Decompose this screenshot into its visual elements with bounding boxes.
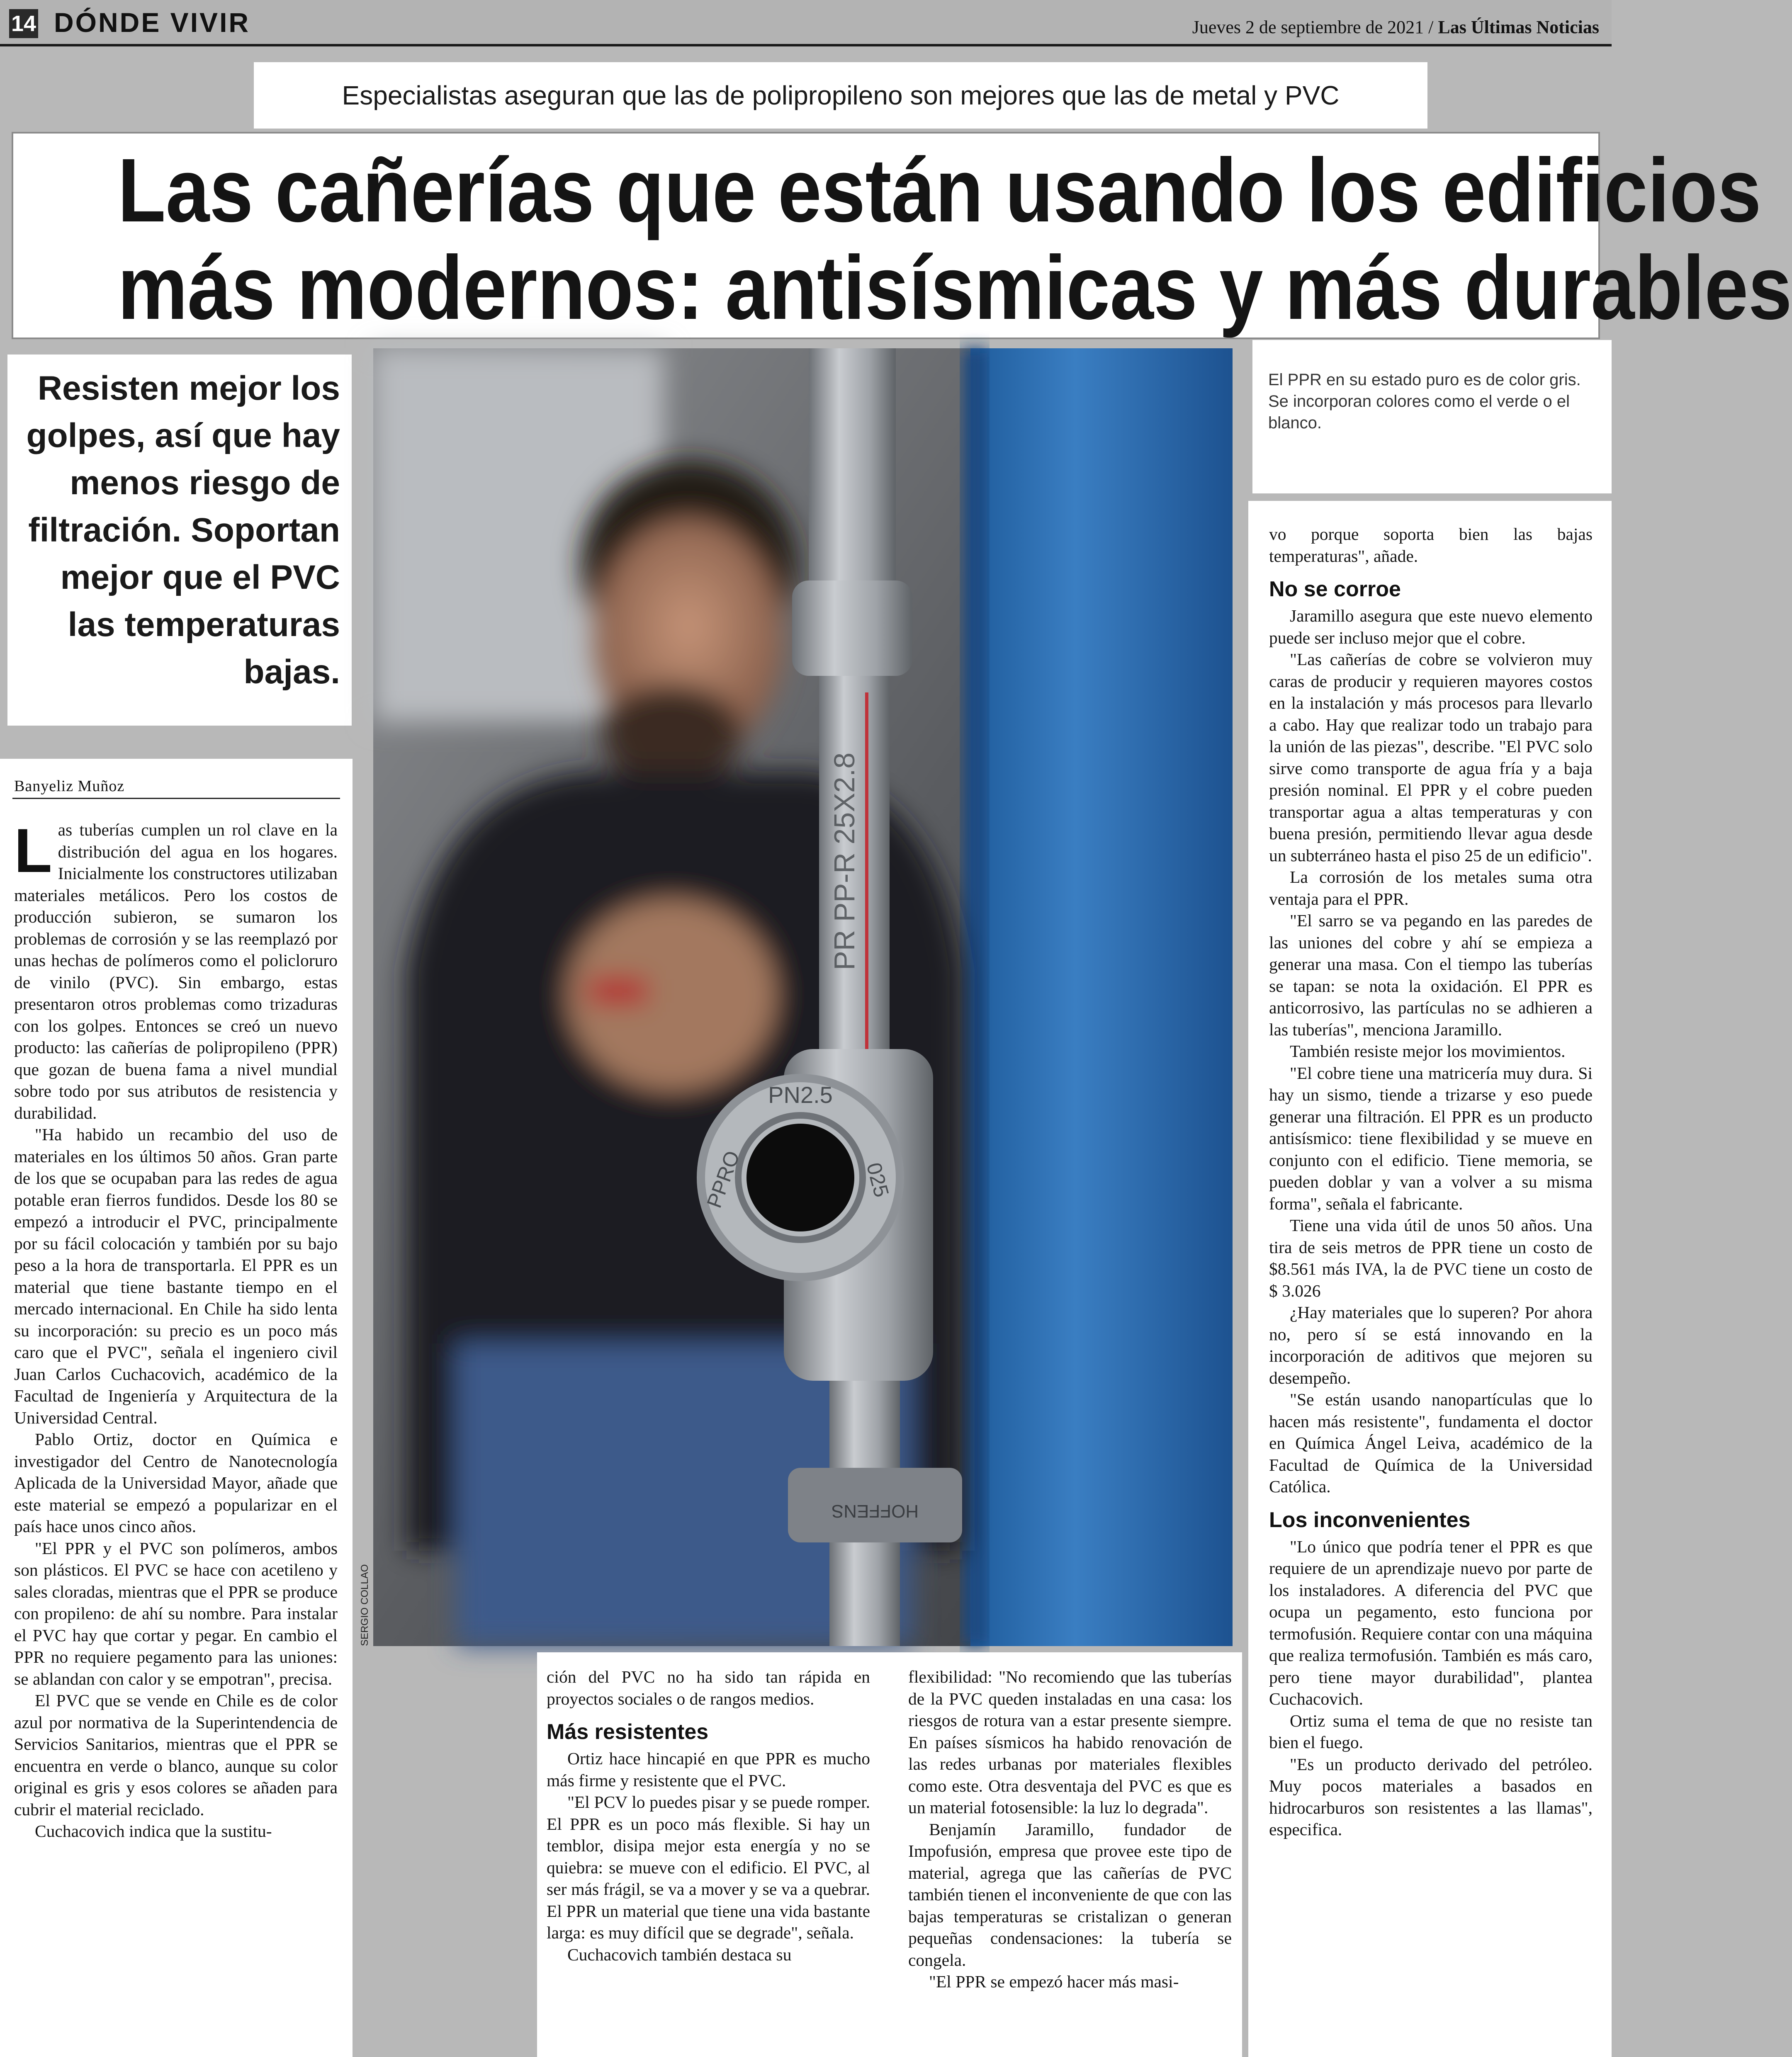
article-column-3 (908, 1666, 1232, 1993)
date-separator: / (1428, 17, 1434, 37)
paragraph: "Las cañerías de cobre se volvieron muy caras de producir y requieren mayores costos en la instalación y más procesos para llevarlo a cabo. Hay que realizar todo un trabajo para la unión de las piezas", describe. "El PVC solo sirve como transporte de agua fría y a baja presión nominal. El PPR y el cobre pueden transportar agua a altas temperaturas y con buena presión, permitiendo llevar agua desde un subterráneo hasta el piso 25 de un edificio". (1269, 650, 1593, 865)
article-column-1 (14, 816, 338, 1842)
paragraph: "El PPR y el PVC son polímeros, ambos son plásticos. El PVC se hace con acetileno y sales cloradas, mientras que el PPR se produce con propileno: de ahí su nombre. Para instalar el PVC hay que cortar y pegar. En cambio el PPR no requiere pegamento para las uniones: se ablandan con calor y se empotran", precisa. (14, 1538, 338, 1688)
paragraph: "El cobre tiene una matricería muy dura. Si hay un sismo, tiende a trizarse y eso puede generar una filtración. El PPR es un producto antisísmico: tiene flexibilidad y se mueve en conjunto con el edificio. Tiene memoria, se pueden doblar y van a volver a su misma forma", señala el fabricante. (1269, 1063, 1593, 1213)
headline-line-1: Las cañerías que están usando los edificios (117, 140, 1761, 241)
paragraph: ción del PVC no ha sido tan rápida en proyectos sociales o de rangos medios. (547, 1667, 870, 1708)
paragraph: "Se están usando nanopartículas que lo hacen más resistente", fundamenta el doctor en Química Ángel Leiva, académico de la Facultad de Química de la Universidad Católica. (1269, 1390, 1593, 1496)
paragraph: "Ha habido un recambio del uso de materiales en los últimos 50 años. Gran parte de los que se ocupaban para las redes de agua potable eran fierros fundidos. Desde los 80 se empezó a introducir el PVC, principalmente por su fácil colocación y también por su bajo peso a la hora de transportarla. El PPR es un material que tiene bastante tiempo en el mercado internacional. En Chile ha sido lenta su incorporación: su precio es un poco más caro que el PVC", señala el ingeniero civil Juan Carlos Cuchacovich, académico de la Facultad de Ingeniería y Arquitectura de la Universidad Central. (14, 1125, 338, 1427)
paragraph: Jaramillo asegura que este nuevo elemento puede ser incluso mejor que el cobre. (1269, 606, 1593, 647)
paragraph: ¿Hay materiales que lo superen? Por ahora no, pero sí se está innovando en la incorporación de aditivos que mejoren su desempeño. (1269, 1303, 1593, 1387)
paragraph: "El sarro se va pegando en las paredes de las uniones del cobre y ahí se empieza a generar una masa. Con el tiempo las tuberías se tapan: se nota la oxidación. El PPR es anticorrosivo, las partículas no se adhieren a las tuberías", menciona Jaramillo. (1269, 911, 1593, 1039)
paragraph: También resiste mejor los movimientos. (1290, 1042, 1566, 1061)
paragraph: Cuchacovich también destaca su (567, 1945, 792, 1964)
paragraph: Benjamín Jaramillo, fundador de Impofusión, empresa que provee este tipo de material, agrega que las cañerías de PVC también tienen el inconveniente de que con las bajas temperaturas se cristalizan o generan pequeñas condensaciones: la tubería se congela. (908, 1819, 1232, 1970)
paragraph: Pablo Ortiz, doctor en Química e investigador del Centro de Nanotecnología Aplicada de la Universidad Mayor, añade que este material se empezó a popularizar en el país hace unos cinco años. (14, 1430, 338, 1536)
photo-credit: SERGIO COLLAO (359, 1564, 370, 1646)
fitting-marking-right: 025 (862, 1160, 894, 1200)
pipe-marking: PR PP-R 25X2.8 (828, 752, 861, 970)
section-heading-no-se-corroe: No se corroe (1269, 577, 1401, 601)
publication-name: Las Últimas Noticias (1438, 17, 1599, 37)
page-number: 14 (9, 9, 38, 38)
paragraph: La corrosión de los metales suma otra ventaja para el PPR. (1269, 867, 1593, 908)
fitting-marking-left: PPRO (702, 1148, 744, 1211)
byline-rule (12, 798, 340, 799)
paragraph: Cuchacovich indica que la sustitu- (35, 1821, 272, 1841)
headline-line-2: más modernos: antisísmicas y más durables (117, 238, 1792, 338)
paragraph: vo porque soporta bien las bajas temperaturas", añade. (1269, 525, 1593, 566)
paragraph: as tuberías cumplen un rol clave en la distribución del agua en los hogares. Inicialmente los constructores utilizaban materiales metálicos. Pero los costos de producción subieron, se sumaron los problemas de corrosión y se las reemplazó por unas hechas de polímeros como el policloruro de vinilo (PVC). Sin embargo, estas presentaron otros problemas como trizaduras con los golpes. Entonces se creó un nuevo producto: las cañerías de polipropileno (PPR) que gozan de buena fama a nivel mundial sobre todo por sus atributos de resistencia y durabilidad. (14, 820, 338, 1122)
article-column-4 (1269, 523, 1593, 1841)
clamp-marking: HOFFENS (831, 1501, 919, 1521)
paragraph: "Lo único que podría tener el PPR es que requiere de un aprendizaje nuevo por parte de los instaladores. A diferencia del PVC que ocupa un pegamento, esto funciona por termofusión. Requiere contar con una máquina que realiza termofusión. También es más caro, pero tiene mayor durabilidad", plantea Cuchacovich. (1269, 1537, 1593, 1708)
fitting-marking-top: PN2.5 (768, 1082, 833, 1108)
paragraph: Ortiz hace hincapié en que PPR es mucho más firme y resistente que el PVC. (547, 1749, 870, 1790)
section-title: DÓNDE VIVIR (54, 7, 250, 38)
section-heading-mas-resistentes: Más resistentes (547, 1720, 709, 1744)
photo-illustration (373, 348, 1233, 1646)
paragraph: flexibilidad: "No recomiendo que las tuberías de la PVC queden instaladas en una casa: los riesgos de rotura van a estar presente siempre. En países sísmicos ha habido renovación de las redes urbanas por materiales flexibles como este. Otra desventaja del PVC es que es un material fotosensible: la luz lo degrada". (908, 1667, 1232, 1817)
paragraph: "El PCV lo puedes pisar y se puede romper. El PPR es un poco más flexible. Si hay un temblor, disipa mejor esta energía y no se quiebra: se mueve con el edificio. El PVC, al ser más frágil, se va a mover y se va a quebrar. El PPR un material que tiene una vida bastante larga: es muy difícil que se degrade", señala. (547, 1792, 870, 1942)
article-column-2 (547, 1666, 870, 1965)
drop-cap: L (14, 816, 52, 885)
paragraph: Tiene una vida útil de unos 50 años. Una tira de seis metros de PPR tiene un costo de $8.561 más IVA, la de PVC tiene un costo de $ 3.026 (1269, 1216, 1593, 1300)
paragraph: "El PPR se empezó hacer más masi- (929, 1972, 1179, 1991)
subhead: Resisten mejor los golpes, así que hay menos riesgo de filtración. Soportan mejor que el PVC las temperaturas bajas. (26, 369, 340, 691)
paragraph: "Es un producto derivado del petróleo. Muy pocos materiales a basados en hidrocarburos son resistentes a las llamas", especifica. (1269, 1754, 1593, 1839)
issue-date: Jueves 2 de septiembre de 2021 (1192, 17, 1424, 37)
paragraph: Ortiz suma el tema de que no resiste tan bien el fuego. (1269, 1711, 1593, 1752)
header-rule (0, 44, 1612, 46)
byline: Banyeliz Muñoz (14, 777, 125, 795)
header-date-line (1192, 15, 1599, 40)
photo-caption: El PPR en su estado puro es de color gris. Se incorporan colores como el verde o el blanco. (1268, 371, 1581, 432)
paragraph: El PVC que se vende en Chile es de color azul por normativa de la Superintendencia de Servicios Sanitarios, mientras que el PPR se encuentra en verde o blanco, aunque su color original es gris y esos colores se añaden para cubrir el material reciclado. (14, 1691, 338, 1819)
section-heading-los-inconvenientes: Los inconvenientes (1269, 1508, 1471, 1532)
article-photo (373, 348, 1233, 1646)
kicker: Especialistas aseguran que las de polipropileno son mejores que las de metal y PVC (254, 62, 1427, 129)
